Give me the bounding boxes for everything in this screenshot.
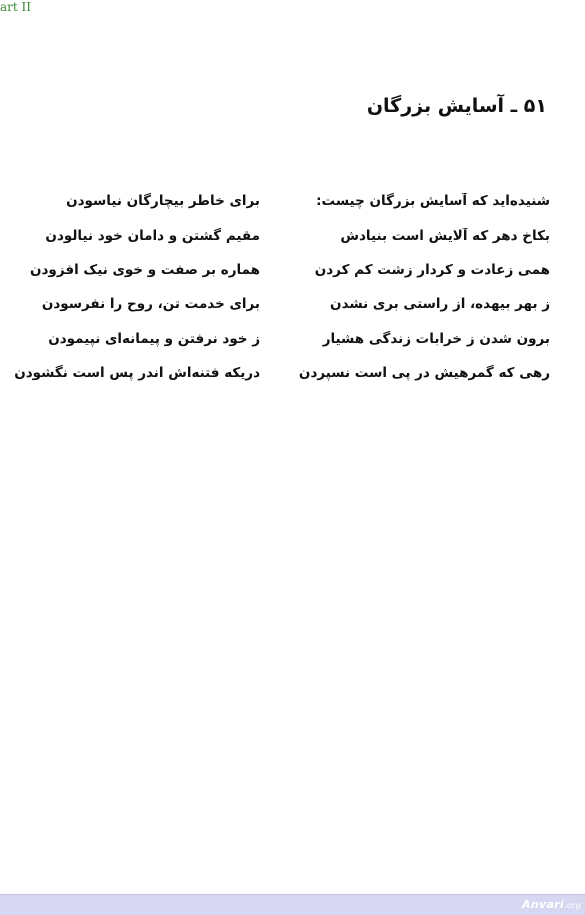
verse-row <box>4 356 550 390</box>
first-hemistich: ز بهر بیهده، از راستی بری نشدن <box>330 296 550 313</box>
second-hemistich: ز خود نرفتن و پیمانه‌ای نپیمودن <box>48 330 260 347</box>
first-hemistich: شنیده‌اید که آسایش بزرگان چیست: <box>316 193 550 210</box>
second-hemistich: هماره بر صفت و خوی نیک افزودن <box>29 261 260 278</box>
verse-row <box>4 322 550 356</box>
second-hemistich: برای خاطر بیچارگان نیاسودن <box>66 193 260 210</box>
first-hemistich: برون شدن ز خرابات زندگی هشیار <box>322 330 550 347</box>
second-hemistich: مقیم گشتن و دامان خود نیالودن <box>45 227 260 244</box>
watermark-name: Anvari <box>522 898 564 911</box>
first-hemistich: همی زعادت و کردار زشت کم کردن <box>314 261 550 278</box>
verse-row <box>4 287 550 321</box>
site-watermark[interactable] <box>522 898 581 913</box>
verse-row <box>4 218 550 252</box>
verse-row <box>4 253 550 287</box>
footer-bar <box>0 894 585 915</box>
poem-title: ۵۱ ـ آسایش بزرگان <box>366 95 547 117</box>
first-hemistich: رهی که گمرهیش در پی است نسپردن <box>298 365 550 382</box>
second-hemistich: دریکه فتنه‌اش اندر پس است نگشودن <box>14 365 260 382</box>
second-hemistich: برای خدمت تن، روح را نفرسودن <box>41 296 260 313</box>
corner-label: art II <box>0 0 32 14</box>
verse-row <box>4 184 550 218</box>
watermark-tld: .org <box>563 901 581 910</box>
verse-table <box>4 184 550 390</box>
first-hemistich: بکاخ دهر که آلایش است بنیادش <box>340 227 550 244</box>
